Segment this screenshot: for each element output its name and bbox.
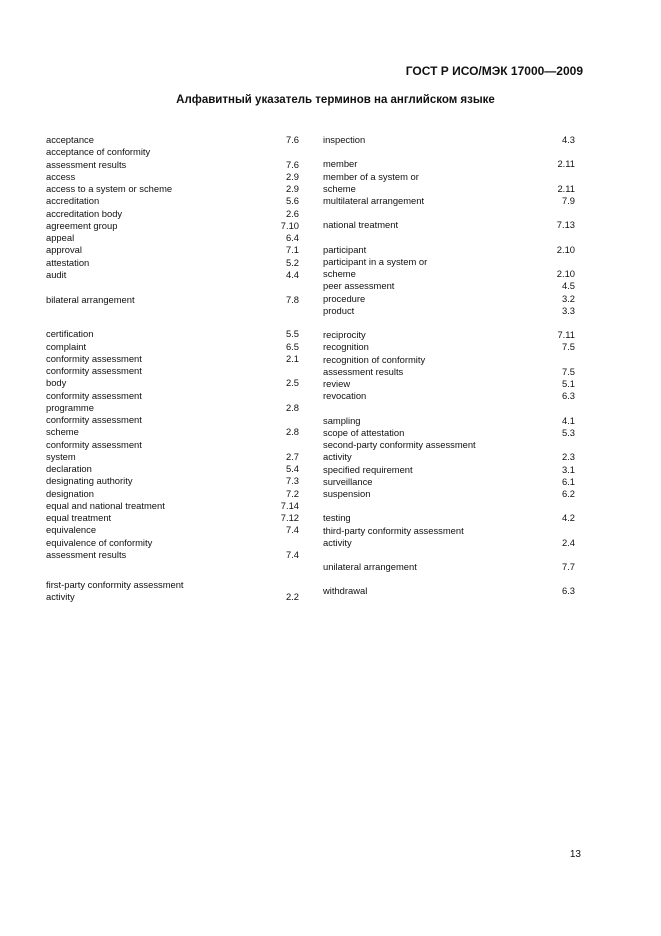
index-reference: 4.4 [285, 268, 299, 280]
index-entry [323, 525, 575, 550]
index-reference: 2.2 [285, 591, 299, 603]
index-term: first-party conformity assessment [46, 579, 184, 590]
index-reference: 2.5 [285, 377, 299, 389]
index-group [323, 244, 575, 318]
index-term: activity [46, 591, 75, 603]
index-term: third-party conformity assessment [323, 524, 464, 536]
index-entry [323, 256, 575, 281]
index-entry [46, 579, 299, 604]
index-term: participant in a system or [323, 255, 428, 267]
index-term: designation [46, 487, 94, 499]
index-reference: 5.1 [561, 378, 575, 389]
index-reference: 7.4 [285, 524, 299, 536]
index-term: conformity assessment [46, 414, 142, 425]
index-reference: 6.3 [561, 390, 575, 402]
index-group [323, 329, 575, 403]
index-term: review [323, 378, 351, 389]
index-entry [46, 195, 299, 207]
index-entry [46, 353, 299, 365]
index-term: system [46, 450, 76, 462]
index-term: unilateral arrangement [323, 561, 417, 572]
index-entry [46, 134, 299, 146]
index-reference: 7.5 [561, 365, 575, 377]
index-reference: 3.3 [561, 304, 575, 316]
index-term: certification [46, 328, 94, 340]
index-reference: 2.4 [561, 536, 575, 548]
index-reference: 2.8 [285, 401, 299, 413]
index-reference: 2.11 [557, 158, 575, 170]
index-reference: 2.6 [285, 207, 299, 219]
index-group [323, 561, 575, 573]
page-number: 13 [569, 849, 581, 860]
index-reference: 5.3 [561, 426, 575, 438]
index-term: body [46, 377, 67, 389]
index-term: access to a system or scheme [46, 183, 173, 194]
index-entry [46, 524, 299, 536]
index-term: recognition of conformity [323, 353, 426, 365]
index-term: designating authority [46, 475, 133, 487]
index-reference: 7.4 [285, 548, 299, 560]
index-term: suspension [323, 488, 371, 499]
index-term: revocation [323, 390, 367, 402]
index-entry [46, 171, 299, 183]
index-reference: 7.1 [285, 244, 299, 256]
index-entry [323, 439, 575, 464]
index-term: participant [323, 243, 367, 255]
index-reference: 2.8 [285, 426, 299, 438]
index-reference: 7.10 [280, 219, 299, 231]
index-entry [46, 341, 299, 353]
index-term: attestation [46, 256, 90, 268]
index-entry [46, 183, 299, 195]
index-group [323, 219, 575, 231]
index-entry [323, 561, 575, 573]
index-term: recognition [323, 341, 369, 353]
index-entry [46, 365, 299, 390]
index-reference: 2.1 [285, 352, 299, 364]
index-reference: 7.3 [285, 475, 299, 487]
index-group [323, 585, 575, 597]
index-reference: 2.3 [561, 451, 575, 463]
index-group [46, 294, 299, 306]
index-entry [46, 537, 299, 562]
index-term: audit [46, 268, 67, 280]
index-entry [323, 341, 575, 353]
index-term: product [323, 304, 355, 316]
index-group [46, 328, 299, 561]
index-entry [46, 232, 299, 244]
index-group [323, 512, 575, 549]
index-term: member [323, 158, 358, 170]
index-term: peer assessment [323, 280, 395, 292]
index-reference: 5.2 [285, 256, 299, 268]
index-entry [46, 512, 299, 524]
index-term: agreement group [46, 219, 118, 231]
index-entry [323, 415, 575, 427]
index-entry [323, 244, 575, 256]
index-entry [323, 293, 575, 305]
index-entry [46, 475, 299, 487]
index-term: activity [323, 536, 352, 548]
index-reference: 4.1 [561, 414, 575, 426]
index-term: national treatment [323, 219, 399, 231]
index-term: approval [46, 244, 82, 256]
index-reference: 2.9 [285, 183, 299, 194]
index-term: scheme [323, 268, 356, 279]
index-entry [46, 328, 299, 340]
index-term: assessment results [46, 548, 127, 560]
index-reference: 7.6 [285, 158, 299, 170]
index-term: access [46, 170, 76, 182]
index-term: inspection [323, 134, 366, 145]
index-reference: 3.1 [561, 463, 575, 475]
index-reference: 7.8 [285, 294, 299, 305]
index-entry [46, 220, 299, 232]
index-term: assessment results [46, 158, 127, 170]
standard-designation: ГОСТ Р ИСО/МЭК 17000—2009 [405, 64, 583, 78]
index-term: surveillance [323, 475, 373, 487]
index-term: equivalence of conformity [46, 536, 153, 548]
index-reference: 7.11 [557, 329, 575, 340]
index-entry [323, 158, 575, 170]
index-reference: 2.10 [556, 243, 575, 255]
index-entry [323, 476, 575, 488]
index-reference: 5.4 [285, 463, 299, 474]
index-term: conformity assessment [46, 352, 142, 364]
index-reference: 5.5 [285, 328, 299, 340]
index-term: withdrawal [323, 585, 368, 597]
index-entry [46, 439, 299, 464]
index-entry [46, 257, 299, 269]
index-reference: 7.12 [280, 512, 299, 523]
index-term: declaration [46, 463, 92, 474]
index-entry [323, 390, 575, 402]
index-term: programme [46, 401, 94, 413]
index-term: member of a system or [323, 170, 419, 182]
index-term: bilateral arrangement [46, 294, 135, 305]
index-entry [323, 464, 575, 476]
index-term: accreditation body [46, 207, 123, 219]
index-reference: 7.7 [561, 561, 575, 572]
index-column-left [46, 122, 299, 604]
index-entry [323, 488, 575, 500]
index-entry [46, 269, 299, 281]
index-reference: 4.3 [561, 134, 575, 145]
index-group [46, 579, 299, 604]
index-reference: 6.2 [561, 488, 575, 499]
index-group [323, 415, 575, 501]
index-term: reciprocity [323, 329, 366, 340]
index-reference: 7.14 [280, 499, 299, 511]
index-reference: 7.5 [561, 341, 575, 353]
index-term: equal treatment [46, 512, 112, 523]
index-term: scheme [323, 182, 356, 194]
index-entry [46, 488, 299, 500]
index-entry [323, 329, 575, 341]
index-term: acceptance of conformity [46, 146, 151, 158]
index-term: activity [323, 451, 352, 463]
index-reference: 5.6 [285, 195, 299, 207]
index-term: equivalence [46, 524, 97, 536]
index-entry [46, 463, 299, 475]
index-term: scope of attestation [323, 426, 405, 438]
index-entry [323, 427, 575, 439]
index-reference: 2.9 [285, 170, 299, 182]
index-entry [323, 219, 575, 231]
index-reference: 7.6 [285, 134, 299, 145]
index-term: conformity assessment [46, 438, 142, 450]
index-term: specified requirement [323, 463, 413, 475]
index-column-right [323, 122, 575, 598]
index-entry [46, 390, 299, 415]
index-term: accreditation [46, 195, 100, 207]
index-reference: 2.7 [285, 450, 299, 462]
index-term: conformity assessment [46, 365, 142, 376]
index-entry [323, 134, 575, 146]
index-term: acceptance [46, 134, 94, 145]
index-reference: 3.2 [561, 292, 575, 304]
index-reference: 6.1 [561, 475, 575, 487]
index-entry [46, 500, 299, 512]
index-term: appeal [46, 232, 75, 243]
index-reference: 6.4 [285, 232, 299, 243]
index-group [46, 134, 299, 281]
index-group [323, 158, 575, 207]
index-reference: 6.3 [561, 585, 575, 597]
index-reference: 4.2 [561, 512, 575, 524]
index-entry [323, 585, 575, 597]
index-group [323, 134, 575, 146]
index-term: sampling [323, 414, 361, 426]
index-reference: 2.10 [556, 268, 575, 279]
index-entry [46, 244, 299, 256]
index-reference: 7.9 [561, 195, 575, 206]
index-entry [323, 354, 575, 379]
index-entry [46, 146, 299, 171]
index-entry [323, 305, 575, 317]
index-entry [323, 195, 575, 207]
index-entry [323, 512, 575, 524]
index-reference: 2.11 [557, 182, 575, 194]
index-term: assessment results [323, 365, 404, 377]
index-term: scheme [46, 426, 79, 438]
index-reference: 7.2 [285, 487, 299, 499]
index-entry [46, 294, 299, 306]
index-entry [46, 208, 299, 220]
index-term: testing [323, 512, 351, 524]
index-entry [323, 378, 575, 390]
index-reference: 4.5 [561, 280, 575, 292]
index-term: procedure [323, 292, 366, 304]
index-term: second-party conformity assessment [323, 439, 476, 450]
index-entry [323, 171, 575, 196]
index-term: equal and national treatment [46, 499, 165, 511]
index-term: conformity assessment [46, 389, 142, 401]
index-entry [323, 280, 575, 292]
index-term: complaint [46, 340, 87, 352]
page-title: Алфавитный указатель терминов на английском языке [176, 94, 495, 106]
index-entry [46, 414, 299, 439]
index-reference: 7.13 [556, 219, 575, 231]
index-reference: 6.5 [285, 340, 299, 352]
index-term: multilateral arrangement [323, 195, 425, 206]
